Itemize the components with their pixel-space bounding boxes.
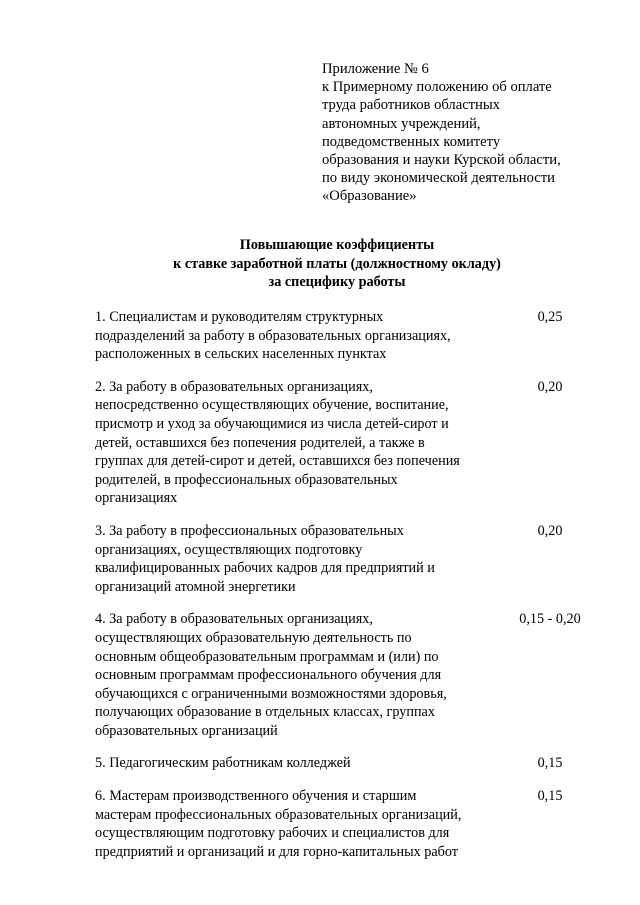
item-line: непосредственно осуществляющих обучение, воспитание,: [95, 397, 449, 414]
item-line: 4. За работу в образовательных организациях,: [95, 611, 373, 628]
appendix-line: автономных учреждений,: [322, 115, 481, 132]
item-line: основным общеобразовательным программам и (или) по: [95, 648, 439, 665]
item-line: присмотр и уход за обучающимися из числа детей-сирот и: [95, 415, 449, 432]
item-line: 2. За работу в образовательных организациях,: [95, 378, 373, 395]
item-line: 3. За работу в профессиональных образовательных: [95, 522, 404, 539]
item-coefficient-value: 0,15 - 0,20: [519, 611, 581, 628]
item-coefficient-value: 0,25: [537, 309, 563, 325]
item-description: [95, 308, 495, 364]
item-line: детей, оставшихся без попечения родителей, а также в: [95, 434, 425, 451]
item-line: осуществляющих образовательную деятельность по: [95, 629, 412, 646]
coefficient-item-1: [95, 308, 605, 364]
coefficient-item-3: [95, 522, 605, 596]
title-line: к ставке заработной платы (должностному окладу): [173, 255, 501, 272]
item-line: получающих образование в отдельных классах, группах: [95, 704, 435, 721]
item-description: [95, 522, 495, 596]
item-line: предприятий и организаций и для горно-капитальных работ: [95, 843, 458, 860]
document-title: [80, 236, 594, 292]
item-description: [95, 787, 495, 861]
item-line: 6. Мастерам производственного обучения и старшим: [95, 788, 417, 805]
title-line: за специфику работы: [268, 274, 406, 290]
coefficient-list: [95, 308, 605, 875]
item-line: основным программам профессионального обучения для: [95, 667, 442, 684]
item-coefficient-value: 0,20: [537, 522, 563, 539]
item-coefficient-value: 0,20: [537, 378, 563, 395]
appendix-line: по виду экономической деятельности: [322, 170, 555, 187]
item-description: [95, 378, 495, 508]
title-line: Повышающие коэффициенты: [239, 237, 435, 253]
coefficient-item-4: [95, 610, 605, 740]
appendix-header: [322, 60, 612, 206]
appendix-line: подведомственных комитету: [322, 133, 501, 150]
appendix-line: Приложение № 6: [322, 61, 429, 77]
item-description: [95, 754, 495, 773]
coefficient-item-6: [95, 787, 605, 861]
item-line: мастерам профессиональных образовательных организаций,: [95, 806, 462, 823]
appendix-line: образования и науки Курской области,: [322, 152, 561, 169]
item-line: образовательных организаций: [95, 722, 278, 739]
coefficient-item-2: [95, 378, 605, 508]
item-line: осуществляющим подготовку рабочих и специалистов для: [95, 825, 450, 842]
item-line: организациях, осуществляющих подготовку: [95, 541, 363, 558]
item-description: [95, 610, 495, 740]
item-line: 5. Педагогическим работникам колледжей: [95, 755, 351, 772]
item-line: подразделений за работу в образовательных организациях,: [95, 327, 451, 344]
item-line: организаций атомной энергетики: [95, 578, 296, 595]
item-line: группах для детей-сирот и детей, оставшихся без попечения: [95, 453, 460, 470]
appendix-line: к Примерному положению об оплате: [322, 79, 552, 96]
item-line: квалифицированных рабочих кадров для предприятий и: [95, 560, 435, 577]
coefficient-item-5: [95, 754, 605, 773]
appendix-line: труда работников областных: [322, 97, 500, 114]
item-coefficient-value: 0,15: [537, 788, 563, 805]
item-line: обучающихся с ограниченными возможностями здоровья,: [95, 685, 447, 702]
item-coefficient-value: 0,15: [537, 755, 563, 772]
item-line: организациях: [95, 490, 178, 507]
item-line: родителей, в профессиональных образовательных: [95, 471, 398, 488]
item-line: расположенных в сельских населенных пунктах: [95, 346, 387, 363]
item-line: 1. Специалистам и руководителям структурных: [95, 309, 384, 325]
appendix-line: «Образование»: [322, 188, 417, 205]
